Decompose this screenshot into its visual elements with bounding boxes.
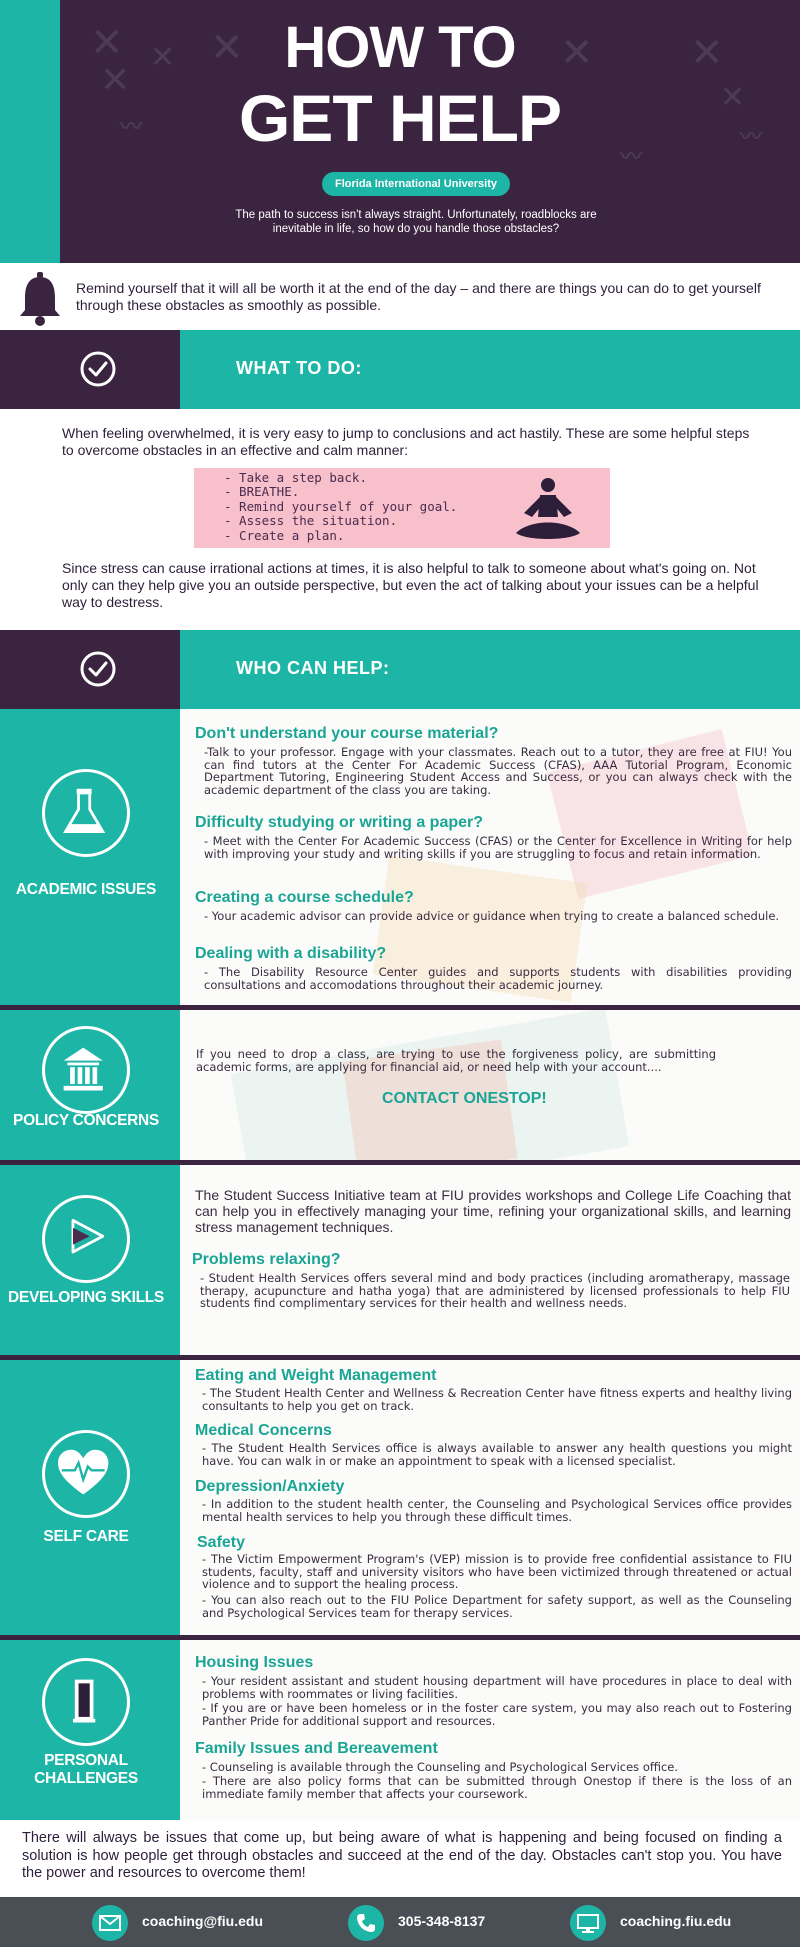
decor-cross: ✕ <box>690 30 724 76</box>
decor-squiggle: 〰 <box>620 145 643 170</box>
developing-answer: - Student Health Services offers several mind and body practices (including aromatherapy, massage therapy, acupuncture and hatha yoga) that are administered by licensed professionals to help FIU students find complimentary services for their health and wellness needs. <box>200 1271 790 1310</box>
academic-question: Difficulty studying or writing a paper? <box>195 814 484 831</box>
step-item: - Create a plan. <box>224 527 345 543</box>
academic-issues-section <box>0 709 800 1005</box>
self-care-question: Medical Concerns <box>195 1422 332 1439</box>
what-to-do-heading: WHAT TO DO: <box>236 358 362 378</box>
play-icon <box>42 1195 130 1283</box>
check-circle-icon <box>79 350 117 388</box>
university-badge: Florida International University <box>322 172 510 196</box>
academic-answer: - Your academic advisor can provide advice or guidance when trying to create a balanced schedule. <box>204 909 780 923</box>
bell-icon <box>16 272 64 326</box>
self-care-answer: - In addition to the student health center, the Counseling and Psychological Services office provides mental health services to help you through these difficult times. <box>202 1497 792 1524</box>
step-item: - BREATHE. <box>224 484 300 500</box>
personal-answer: - If you are or have been homeless or in the foster care system, you may also reach out to Fostering Panther Pride for additional support and resources. <box>202 1701 792 1728</box>
self-care-answer: - You can also reach out to the FIU Police Department for safety support, as well as the Counseling and Psychological Services team for therapy services. <box>202 1593 792 1620</box>
decor-cross: ✕ <box>100 60 131 101</box>
personal-challenges-label: PERSONAL CHALLENGES <box>34 1752 138 1787</box>
decor-cross: ✕ <box>560 30 594 76</box>
heart-pulse-icon <box>42 1430 130 1518</box>
intro-text: The path to success isn't always straight. Unfortunately, roadblocks are inevitable in life, so how do you handle those obstacles? <box>235 209 597 235</box>
meditation-icon <box>510 475 586 545</box>
developing-question: Problems relaxing? <box>192 1251 341 1268</box>
developing-intro: The Student Success Initiative team at FIU provides workshops and College Life Coaching that can help you in effectively managing your time, refining your organizational skills, and learning stress management techniques. <box>195 1187 791 1235</box>
contact-onestop-link[interactable]: CONTACT ONESTOP! <box>382 1090 547 1107</box>
decor-squiggle: 〰 <box>740 125 763 150</box>
personal-answer: - Counseling is available through the Counseling and Psychological Services office. <box>202 1760 679 1774</box>
phone-icon <box>348 1905 384 1941</box>
institution-icon <box>42 1026 130 1114</box>
academic-question: Dealing with a disability? <box>195 945 387 962</box>
policy-text: If you need to drop a class, are trying to use the forgiveness policy, are submitting academic forms, are applying for financial aid, or need help with your account.... <box>196 1047 716 1074</box>
self-care-answer: - The Student Health Services office is always available to answer any health questions you might have. You can walk in or make an appointment to speak with a licensed specialist. <box>202 1441 792 1468</box>
personal-question: Family Issues and Bereavement <box>195 1740 438 1757</box>
self-care-question: Safety <box>197 1534 246 1551</box>
step-item: - Assess the situation. <box>224 513 398 529</box>
what-to-do-bar <box>0 330 800 409</box>
book-icon <box>42 1658 130 1746</box>
header-banner <box>0 0 800 263</box>
personal-challenges-section <box>0 1640 800 1820</box>
title-line-1: HOW TO <box>284 15 516 80</box>
closing-text: There will always be issues that come up, but being aware of what is happening and being focused on finding a solution is how people get through obstacles and succeed at the end of the day. Obstacles can't stop you. You have the power and resources to overcome them! <box>22 1830 782 1881</box>
decor-cross: ✕ <box>720 80 746 115</box>
academic-answer: -Talk to your professor. Engage with your classmates. Reach out to a tutor, they are free at FIU! You can find tutors at the Center For Academic Success (CFAS), AAA Tutorial Program, Economic Department Tutoring, Engineering Student Access and Success, or you can always check with the academic department of the class you are taking. <box>204 745 792 797</box>
flask-icon <box>42 769 130 857</box>
personal-answer: - There are also policy forms that can be submitted through Onestop if there is the loss of an immediate family member that affects your coursework. <box>202 1774 792 1801</box>
what-to-do-outro: Since stress can cause irrational actions at times, it is also helpful to talk to someone about what's going on. Not only can they help give you an outside perspective, but even the act of talking about your issues can be a helpful way to destress. <box>62 560 759 610</box>
academic-question: Don't understand your course material? <box>195 725 499 742</box>
self-care-question: Eating and Weight Management <box>195 1367 437 1384</box>
developing-skills-section <box>0 1165 800 1355</box>
self-care-question: Depression/Anxiety <box>195 1478 345 1495</box>
decor-squiggle: 〰 <box>120 115 143 140</box>
policy-concerns-label: POLICY CONCERNS <box>13 1112 159 1129</box>
title-line-2: GET HELP <box>238 81 562 155</box>
step-item: - Remind yourself of your goal. <box>224 498 458 514</box>
academic-question: Creating a course schedule? <box>195 889 414 906</box>
footer <box>0 1897 800 1947</box>
academic-issues-label: ACADEMIC ISSUES <box>15 881 157 898</box>
self-care-answer: - The Victim Empowerment Program's (VEP) mission is to provide free confidential assistance to FIU students, faculty, staff and university visitors who have been victimized through threatened or actual violence and to support the healing process. <box>202 1552 792 1591</box>
policy-concerns-section <box>0 1010 800 1160</box>
footer-website[interactable]: coaching.fiu.edu <box>620 1913 732 1929</box>
who-can-help-heading: WHO CAN HELP: <box>236 658 390 678</box>
personal-question: Housing Issues <box>195 1654 314 1671</box>
step-item: - Take a step back. <box>224 470 367 485</box>
check-circle-icon <box>79 650 117 688</box>
self-care-section <box>0 1360 800 1635</box>
email-icon <box>92 1905 128 1941</box>
self-care-answer: - The Student Health Center and Wellness & Recreation Center have fitness experts and healthy living consultants to help you get on track. <box>202 1386 792 1413</box>
what-to-do-intro: When feeling overwhelmed, it is very easy to jump to conclusions and act hastily. These are some helpful steps to overcome obstacles in an effective and calm manner: <box>62 425 750 458</box>
developing-skills-label: DEVELOPING SKILLS <box>8 1289 164 1306</box>
personal-answer: - Your resident assistant and student housing department will have procedures in place to deal with problems with roommates or living facilities. <box>202 1674 792 1701</box>
monitor-icon <box>570 1905 606 1941</box>
steps-list <box>224 471 484 543</box>
remind-text: Remind yourself that it will all be worth it at the end of the day – and there are things you can do to get yourself through these obstacles as smoothly as possible. <box>76 280 761 313</box>
decor-cross: ✕ <box>90 20 124 66</box>
decor-cross: ✕ <box>210 25 244 71</box>
who-can-help-bar <box>0 630 800 709</box>
academic-answer: - Meet with the Center For Academic Success (CFAS) or the Center for Excellence in Writing for help with improving your study and writing skills if you are struggling to focus and retain information. <box>204 834 792 861</box>
footer-phone[interactable]: 305-348-8137 <box>398 1913 486 1929</box>
academic-answer: - The Disability Resource Center guides and supports students with disabilities providing consultations and accomodations throughout their academic journey. <box>204 965 792 992</box>
self-care-label: SELF CARE <box>43 1528 129 1545</box>
decor-cross: ✕ <box>150 40 176 75</box>
footer-email[interactable]: coaching@fiu.edu <box>142 1913 263 1929</box>
